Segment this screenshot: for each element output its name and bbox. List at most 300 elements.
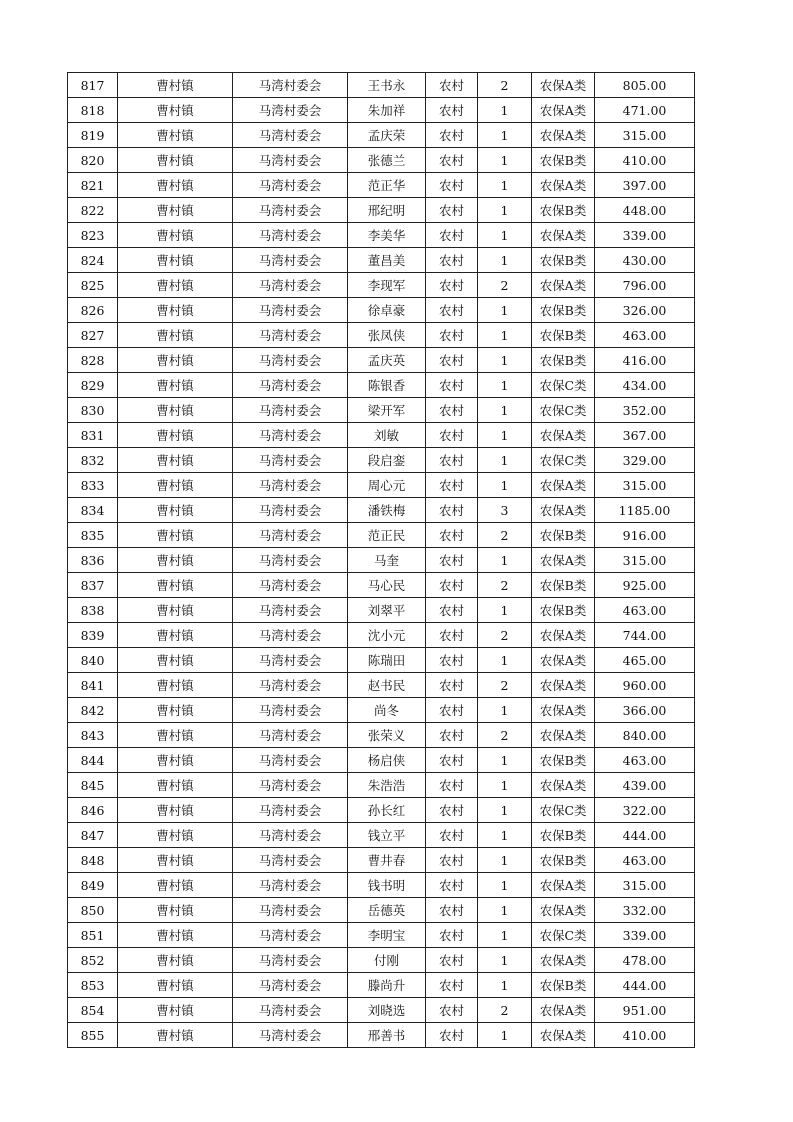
town-cell: 曹村镇 [118,123,233,148]
row-number: 830 [68,398,118,423]
household-type-cell: 农村 [426,648,478,673]
table-row [68,223,695,248]
row-number: 853 [68,973,118,998]
row-number: 823 [68,223,118,248]
household-type-cell: 农村 [426,748,478,773]
category-cell: 农保A类 [532,948,595,973]
village-cell: 马湾村委会 [233,573,348,598]
category-cell: 农保A类 [532,173,595,198]
category-cell: 农保A类 [532,873,595,898]
table-row [68,598,695,623]
household-type-cell: 农村 [426,298,478,323]
name-cell: 范正民 [348,523,426,548]
table-row [68,698,695,723]
village-cell: 马湾村委会 [233,323,348,348]
name-cell: 朱加祥 [348,98,426,123]
household-type-cell: 农村 [426,398,478,423]
amount-cell: 397.00 [595,173,695,198]
village-cell: 马湾村委会 [233,723,348,748]
category-cell: 农保A类 [532,698,595,723]
town-cell: 曹村镇 [118,848,233,873]
row-number: 840 [68,648,118,673]
row-number: 843 [68,723,118,748]
town-cell: 曹村镇 [118,498,233,523]
village-cell: 马湾村委会 [233,348,348,373]
amount-cell: 326.00 [595,298,695,323]
amount-cell: 416.00 [595,348,695,373]
category-cell: 农保C类 [532,373,595,398]
household-type-cell: 农村 [426,348,478,373]
person-count-cell: 1 [478,648,532,673]
village-cell: 马湾村委会 [233,448,348,473]
name-cell: 杨启侠 [348,748,426,773]
town-cell: 曹村镇 [118,573,233,598]
town-cell: 曹村镇 [118,823,233,848]
town-cell: 曹村镇 [118,1023,233,1048]
amount-cell: 410.00 [595,1023,695,1048]
name-cell: 刘敏 [348,423,426,448]
row-number: 824 [68,248,118,273]
table-row [68,973,695,998]
household-type-cell: 农村 [426,198,478,223]
person-count-cell: 3 [478,498,532,523]
village-cell: 马湾村委会 [233,823,348,848]
person-count-cell: 1 [478,223,532,248]
person-count-cell: 1 [478,323,532,348]
person-count-cell: 1 [478,98,532,123]
amount-cell: 471.00 [595,98,695,123]
household-type-cell: 农村 [426,673,478,698]
row-number: 852 [68,948,118,973]
row-number: 820 [68,148,118,173]
category-cell: 农保A类 [532,498,595,523]
town-cell: 曹村镇 [118,748,233,773]
village-cell: 马湾村委会 [233,623,348,648]
village-cell: 马湾村委会 [233,398,348,423]
town-cell: 曹村镇 [118,923,233,948]
household-type-cell: 农村 [426,698,478,723]
person-count-cell: 2 [478,673,532,698]
name-cell: 陈瑞田 [348,648,426,673]
name-cell: 滕尚升 [348,973,426,998]
person-count-cell: 1 [478,823,532,848]
town-cell: 曹村镇 [118,598,233,623]
household-type-cell: 农村 [426,923,478,948]
household-type-cell: 农村 [426,623,478,648]
row-number: 817 [68,73,118,98]
row-number: 848 [68,848,118,873]
village-cell: 马湾村委会 [233,248,348,273]
village-cell: 马湾村委会 [233,73,348,98]
row-number: 841 [68,673,118,698]
household-type-cell: 农村 [426,473,478,498]
table-row [68,173,695,198]
person-count-cell: 1 [478,173,532,198]
person-count-cell: 1 [478,973,532,998]
category-cell: 农保B类 [532,248,595,273]
town-cell: 曹村镇 [118,623,233,648]
category-cell: 农保A类 [532,423,595,448]
household-type-cell: 农村 [426,98,478,123]
category-cell: 农保A类 [532,673,595,698]
person-count-cell: 1 [478,798,532,823]
household-type-cell: 农村 [426,223,478,248]
name-cell: 曹井春 [348,848,426,873]
row-number: 828 [68,348,118,373]
table-row [68,123,695,148]
town-cell: 曹村镇 [118,998,233,1023]
person-count-cell: 2 [478,573,532,598]
category-cell: 农保B类 [532,523,595,548]
village-cell: 马湾村委会 [233,998,348,1023]
household-type-cell: 农村 [426,73,478,98]
row-number: 832 [68,448,118,473]
name-cell: 赵书民 [348,673,426,698]
category-cell: 农保B类 [532,848,595,873]
person-count-cell: 2 [478,998,532,1023]
village-cell: 马湾村委会 [233,523,348,548]
table-body [68,73,695,1048]
village-cell: 马湾村委会 [233,548,348,573]
town-cell: 曹村镇 [118,373,233,398]
table-row [68,148,695,173]
person-count-cell: 1 [478,448,532,473]
household-type-cell: 农村 [426,173,478,198]
amount-cell: 960.00 [595,673,695,698]
name-cell: 尚冬 [348,698,426,723]
name-cell: 陈银香 [348,373,426,398]
table-row [68,873,695,898]
amount-cell: 478.00 [595,948,695,973]
category-cell: 农保B类 [532,348,595,373]
table-row [68,998,695,1023]
household-type-cell: 农村 [426,948,478,973]
village-cell: 马湾村委会 [233,798,348,823]
row-number: 834 [68,498,118,523]
village-cell: 马湾村委会 [233,748,348,773]
table-row [68,773,695,798]
household-type-cell: 农村 [426,123,478,148]
village-cell: 马湾村委会 [233,148,348,173]
row-number: 826 [68,298,118,323]
table-row [68,923,695,948]
name-cell: 沈小元 [348,623,426,648]
town-cell: 曹村镇 [118,398,233,423]
category-cell: 农保C类 [532,798,595,823]
name-cell: 刘晓选 [348,998,426,1023]
household-type-cell: 农村 [426,573,478,598]
name-cell: 马心民 [348,573,426,598]
category-cell: 农保B类 [532,298,595,323]
table-row [68,373,695,398]
person-count-cell: 1 [478,923,532,948]
category-cell: 农保A类 [532,898,595,923]
amount-cell: 366.00 [595,698,695,723]
household-type-cell: 农村 [426,998,478,1023]
household-type-cell: 农村 [426,423,478,448]
person-count-cell: 1 [478,548,532,573]
person-count-cell: 2 [478,723,532,748]
category-cell: 农保A类 [532,623,595,648]
name-cell: 周心元 [348,473,426,498]
person-count-cell: 1 [478,298,532,323]
town-cell: 曹村镇 [118,473,233,498]
amount-cell: 444.00 [595,973,695,998]
category-cell: 农保A类 [532,73,595,98]
village-cell: 马湾村委会 [233,498,348,523]
household-type-cell: 农村 [426,773,478,798]
town-cell: 曹村镇 [118,248,233,273]
amount-cell: 430.00 [595,248,695,273]
town-cell: 曹村镇 [118,723,233,748]
amount-cell: 465.00 [595,648,695,673]
town-cell: 曹村镇 [118,873,233,898]
row-number: 836 [68,548,118,573]
amount-cell: 840.00 [595,723,695,748]
household-type-cell: 农村 [426,848,478,873]
town-cell: 曹村镇 [118,198,233,223]
row-number: 854 [68,998,118,1023]
amount-cell: 805.00 [595,73,695,98]
amount-cell: 315.00 [595,873,695,898]
person-count-cell: 1 [478,198,532,223]
village-cell: 马湾村委会 [233,123,348,148]
person-count-cell: 1 [478,398,532,423]
amount-cell: 315.00 [595,473,695,498]
category-cell: 农保B类 [532,598,595,623]
name-cell: 邢善书 [348,1023,426,1048]
town-cell: 曹村镇 [118,298,233,323]
name-cell: 邢纪明 [348,198,426,223]
town-cell: 曹村镇 [118,798,233,823]
row-number: 825 [68,273,118,298]
row-number: 855 [68,1023,118,1048]
person-count-cell: 2 [478,273,532,298]
table-row [68,948,695,973]
household-type-cell: 农村 [426,523,478,548]
household-type-cell: 农村 [426,798,478,823]
person-count-cell: 1 [478,898,532,923]
village-cell: 马湾村委会 [233,1023,348,1048]
name-cell: 潘铁梅 [348,498,426,523]
row-number: 851 [68,923,118,948]
category-cell: 农保A类 [532,998,595,1023]
name-cell: 朱浩浩 [348,773,426,798]
amount-cell: 339.00 [595,223,695,248]
table-row [68,798,695,823]
row-number: 839 [68,623,118,648]
amount-cell: 463.00 [595,598,695,623]
name-cell: 岳德英 [348,898,426,923]
table-row [68,823,695,848]
amount-cell: 352.00 [595,398,695,423]
amount-cell: 463.00 [595,748,695,773]
person-count-cell: 1 [478,1023,532,1048]
name-cell: 孟庆英 [348,348,426,373]
person-count-cell: 1 [478,598,532,623]
table-row [68,898,695,923]
amount-cell: 744.00 [595,623,695,648]
category-cell: 农保A类 [532,648,595,673]
category-cell: 农保A类 [532,473,595,498]
amount-cell: 339.00 [595,923,695,948]
person-count-cell: 1 [478,748,532,773]
amount-cell: 410.00 [595,148,695,173]
household-type-cell: 农村 [426,273,478,298]
town-cell: 曹村镇 [118,323,233,348]
household-type-cell: 农村 [426,323,478,348]
person-count-cell: 1 [478,848,532,873]
name-cell: 付刚 [348,948,426,973]
table-row [68,398,695,423]
name-cell: 李现军 [348,273,426,298]
table-row [68,523,695,548]
town-cell: 曹村镇 [118,273,233,298]
amount-cell: 315.00 [595,123,695,148]
household-type-cell: 农村 [426,248,478,273]
amount-cell: 444.00 [595,823,695,848]
table-row [68,198,695,223]
row-number: 819 [68,123,118,148]
village-cell: 马湾村委会 [233,923,348,948]
amount-cell: 315.00 [595,548,695,573]
table-row [68,98,695,123]
table-row [68,473,695,498]
category-cell: 农保A类 [532,723,595,748]
row-number: 827 [68,323,118,348]
village-cell: 马湾村委会 [233,698,348,723]
row-number: 829 [68,373,118,398]
name-cell: 段启銮 [348,448,426,473]
person-count-cell: 1 [478,373,532,398]
town-cell: 曹村镇 [118,773,233,798]
town-cell: 曹村镇 [118,73,233,98]
row-number: 844 [68,748,118,773]
person-count-cell: 1 [478,698,532,723]
town-cell: 曹村镇 [118,698,233,723]
village-cell: 马湾村委会 [233,673,348,698]
amount-cell: 951.00 [595,998,695,1023]
village-cell: 马湾村委会 [233,273,348,298]
name-cell: 范正华 [348,173,426,198]
table-row [68,73,695,98]
person-count-cell: 2 [478,523,532,548]
amount-cell: 448.00 [595,198,695,223]
village-cell: 马湾村委会 [233,473,348,498]
category-cell: 农保B类 [532,198,595,223]
row-number: 846 [68,798,118,823]
name-cell: 刘翠平 [348,598,426,623]
town-cell: 曹村镇 [118,898,233,923]
category-cell: 农保B类 [532,748,595,773]
category-cell: 农保B类 [532,823,595,848]
category-cell: 农保A类 [532,773,595,798]
row-number: 837 [68,573,118,598]
row-number: 842 [68,698,118,723]
name-cell: 孟庆荣 [348,123,426,148]
village-cell: 马湾村委会 [233,98,348,123]
table-row [68,848,695,873]
table-row [68,273,695,298]
amount-cell: 434.00 [595,373,695,398]
name-cell: 王书永 [348,73,426,98]
village-cell: 马湾村委会 [233,423,348,448]
household-type-cell: 农村 [426,823,478,848]
amount-cell: 439.00 [595,773,695,798]
category-cell: 农保A类 [532,223,595,248]
town-cell: 曹村镇 [118,423,233,448]
amount-cell: 463.00 [595,848,695,873]
table-row [68,1023,695,1048]
name-cell: 张荣义 [348,723,426,748]
table-row [68,423,695,448]
household-type-cell: 农村 [426,1023,478,1048]
household-type-cell: 农村 [426,148,478,173]
category-cell: 农保A类 [532,123,595,148]
row-number: 821 [68,173,118,198]
row-number: 847 [68,823,118,848]
person-count-cell: 1 [478,948,532,973]
name-cell: 钱书明 [348,873,426,898]
village-cell: 马湾村委会 [233,898,348,923]
name-cell: 马奎 [348,548,426,573]
table-row [68,348,695,373]
village-cell: 马湾村委会 [233,948,348,973]
village-cell: 马湾村委会 [233,648,348,673]
category-cell: 农保A类 [532,273,595,298]
village-cell: 马湾村委会 [233,198,348,223]
table-row [68,448,695,473]
village-cell: 马湾村委会 [233,223,348,248]
amount-cell: 322.00 [595,798,695,823]
row-number: 831 [68,423,118,448]
town-cell: 曹村镇 [118,948,233,973]
person-count-cell: 2 [478,73,532,98]
amount-cell: 925.00 [595,573,695,598]
table-row [68,548,695,573]
category-cell: 农保B类 [532,573,595,598]
amount-cell: 916.00 [595,523,695,548]
category-cell: 农保C类 [532,923,595,948]
name-cell: 张德兰 [348,148,426,173]
town-cell: 曹村镇 [118,98,233,123]
row-number: 838 [68,598,118,623]
town-cell: 曹村镇 [118,173,233,198]
household-type-cell: 农村 [426,598,478,623]
category-cell: 农保A类 [532,1023,595,1048]
person-count-cell: 1 [478,473,532,498]
category-cell: 农保B类 [532,973,595,998]
name-cell: 张凤侠 [348,323,426,348]
town-cell: 曹村镇 [118,223,233,248]
table-row [68,498,695,523]
person-count-cell: 1 [478,773,532,798]
household-type-cell: 农村 [426,548,478,573]
row-number: 818 [68,98,118,123]
table-row [68,248,695,273]
household-type-cell: 农村 [426,373,478,398]
name-cell: 李明宝 [348,923,426,948]
category-cell: 农保A类 [532,98,595,123]
row-number: 845 [68,773,118,798]
table-row [68,323,695,348]
household-type-cell: 农村 [426,723,478,748]
category-cell: 农保A类 [532,548,595,573]
village-cell: 马湾村委会 [233,873,348,898]
table-row [68,723,695,748]
town-cell: 曹村镇 [118,673,233,698]
table-row [68,673,695,698]
